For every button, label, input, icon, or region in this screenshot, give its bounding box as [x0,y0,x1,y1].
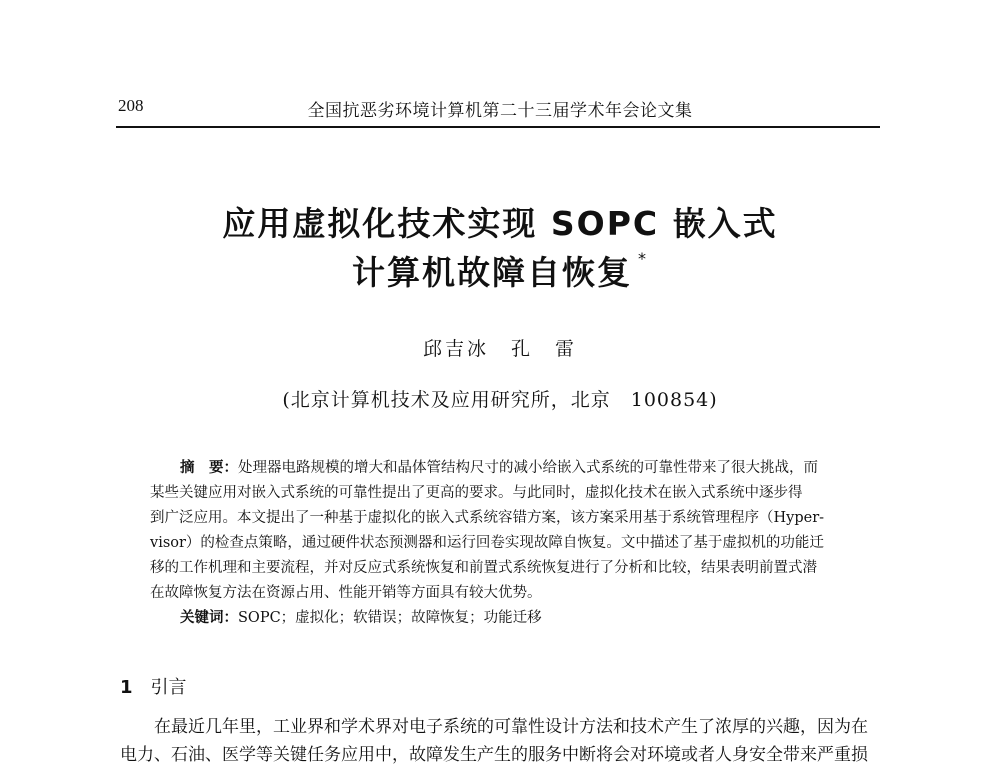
page-number: 208 [118,96,144,115]
authors: 邱吉冰 孔 雷 [422,338,577,360]
body-line-1: 在最近几年里，工业界和学术界对电子系统的可靠性设计方法和技术产生了浓厚的兴趣，因为在 [154,717,868,737]
abstract-line-3: 到广泛应用。本文提出了一种基于虚拟化的嵌入式系统容错方案，该方案采用基于系统管理程序（Hyper- [150,510,825,526]
affiliation: (北京计算机技术及应用研究所，北京 100854) [282,389,718,411]
header-rule [116,126,880,128]
title-footnote-mark: * [638,249,648,268]
paper-title-line-1 [0,198,1000,245]
abstract-line-6: 在故障恢复方法在资源占用、性能开销等方面具有较大优势。 [150,585,542,601]
abstract-text: 处理器电路规模的增大和晶体管结构尺寸的减小给嵌入式系统的可靠性带来了很大挑战，而 [238,460,818,476]
proceedings-title: 全国抗恶劣环境计算机第二十三届学术年会论文集 [307,101,693,121]
section-heading [120,673,187,699]
keywords-label: 关键词： [180,610,238,626]
keywords-line [150,606,880,630]
title-line-2-text: 计算机故障自恢复 [352,253,632,292]
abstract-line-2: 某些关键应用对嵌入式系统的可靠性提出了更高的要求。与此同时，虚拟化技术在嵌入式系统中逐步得 [150,485,803,501]
abstract-line-5: 移的工作机理和主要流程，并对反应式系统恢复和前置式系统恢复进行了分析和比较，结果表明前置式潜 [150,560,817,576]
section-number: 1 [120,677,133,698]
title-line-1-text: 应用虚拟化技术实现 SOPC 嵌入式 [222,204,778,243]
body-line-2: 电力、石油、医学等关键任务应用中，故障发生产生的服务中断将会对环境或者人身安全带来严重损 [120,745,868,765]
paper-title-line-2 [0,247,1000,294]
abstract-line-1 [150,456,880,480]
abstract-line-4: visor）的检查点策略，通过硬件状态预测器和运行回卷实现故障自恢复。文中描述了基于虚拟机的功能迁 [150,535,824,551]
section-title: 引言 [150,677,187,698]
abstract-label: 摘 要： [180,460,238,476]
keywords-text: SOPC；虚拟化；软错误；故障恢复；功能迁移 [238,610,542,626]
